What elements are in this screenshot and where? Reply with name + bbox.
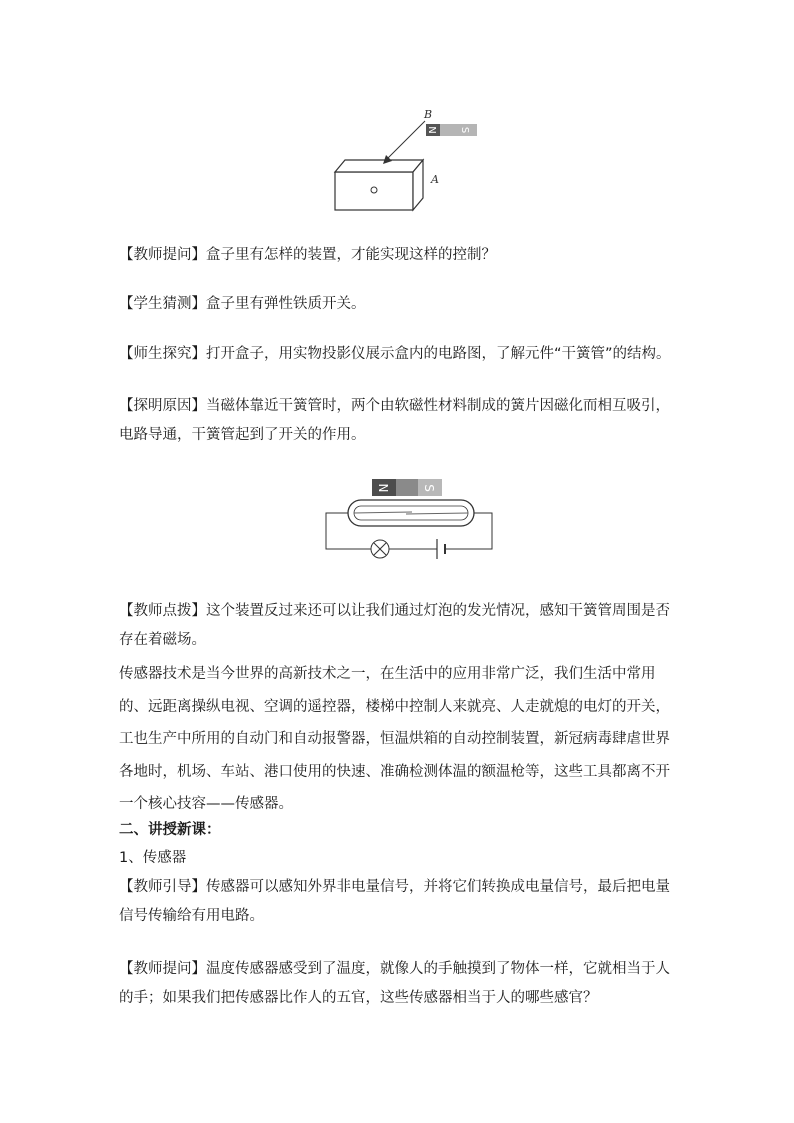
teacher-hint: 【教师点拨】这个装置反过来还可以让我们通过灯泡的发光情况，感知干簧管周围是否存在着磁场。 [119,603,670,648]
teacher-question-1: 【教师提问】盒子里有怎样的装置，才能实现这样的控制？ [119,247,496,263]
label-a: A [431,173,439,186]
section-heading: 二、讲授新课： [119,822,221,838]
magnet-s-pole [440,124,477,136]
magnet-n-label: N [426,126,437,134]
subsection-heading: 1、传感器 [119,850,187,866]
teacher-question-2: 【教师提问】温度传感器感受到了温度，就像人的手触摸到了物体一样，它就相当于人的手；如果我们把传感器比作人的五官，这些传感器相当于人的哪些感官？ [119,961,670,1006]
student-guess: 【学生猜测】盒子里有弹性铁质开关。 [119,296,366,312]
sensor-intro: 传感器技术是当今世界的高新技术之一，在生活中的应用非常广泛，我们生活中常用的、远距离操纵电视、空调的遥控器，楼梯中控制人来就亮、人走就熄的电灯的开关，工也生产中所用的自动门和自动报警器，恒温烘箱的自动控制装置，新冠病毒肆虐世界各地时，机场、车站、港口使用的快速、准确检测体温的额温枪等，这些工具都离不开一个核心技容——传感器。 [119,666,670,812]
magnet2-middle [396,479,418,496]
reed-switch-circuit-figure [324,473,494,563]
joint-exploration: 【师生探究】打开盒子，用实物投影仪展示盒内的电路图，了解元件“干簧管”的结构。 [119,346,671,362]
box-magnet-figure [325,103,485,215]
box-hole [371,187,377,193]
magnet2-n-label: N [376,483,390,493]
find-reason: 【探明原因】当磁体靠近干簧管时，两个由软磁性材料制成的簧片因磁化而相互吸引，电路导通，干簧管起到了开关的作用。 [119,398,670,443]
label-b: B [424,108,433,121]
magnet-s-label: S [459,126,470,134]
box-top [335,160,423,172]
magnet2-s-label: S [422,484,436,492]
teacher-guide: 【教师引导】传感器可以感知外界非电量信号，并将它们转换成电量信号，最后把电量信号传输给有用电路。 [119,879,670,924]
arrow-line [385,121,425,161]
